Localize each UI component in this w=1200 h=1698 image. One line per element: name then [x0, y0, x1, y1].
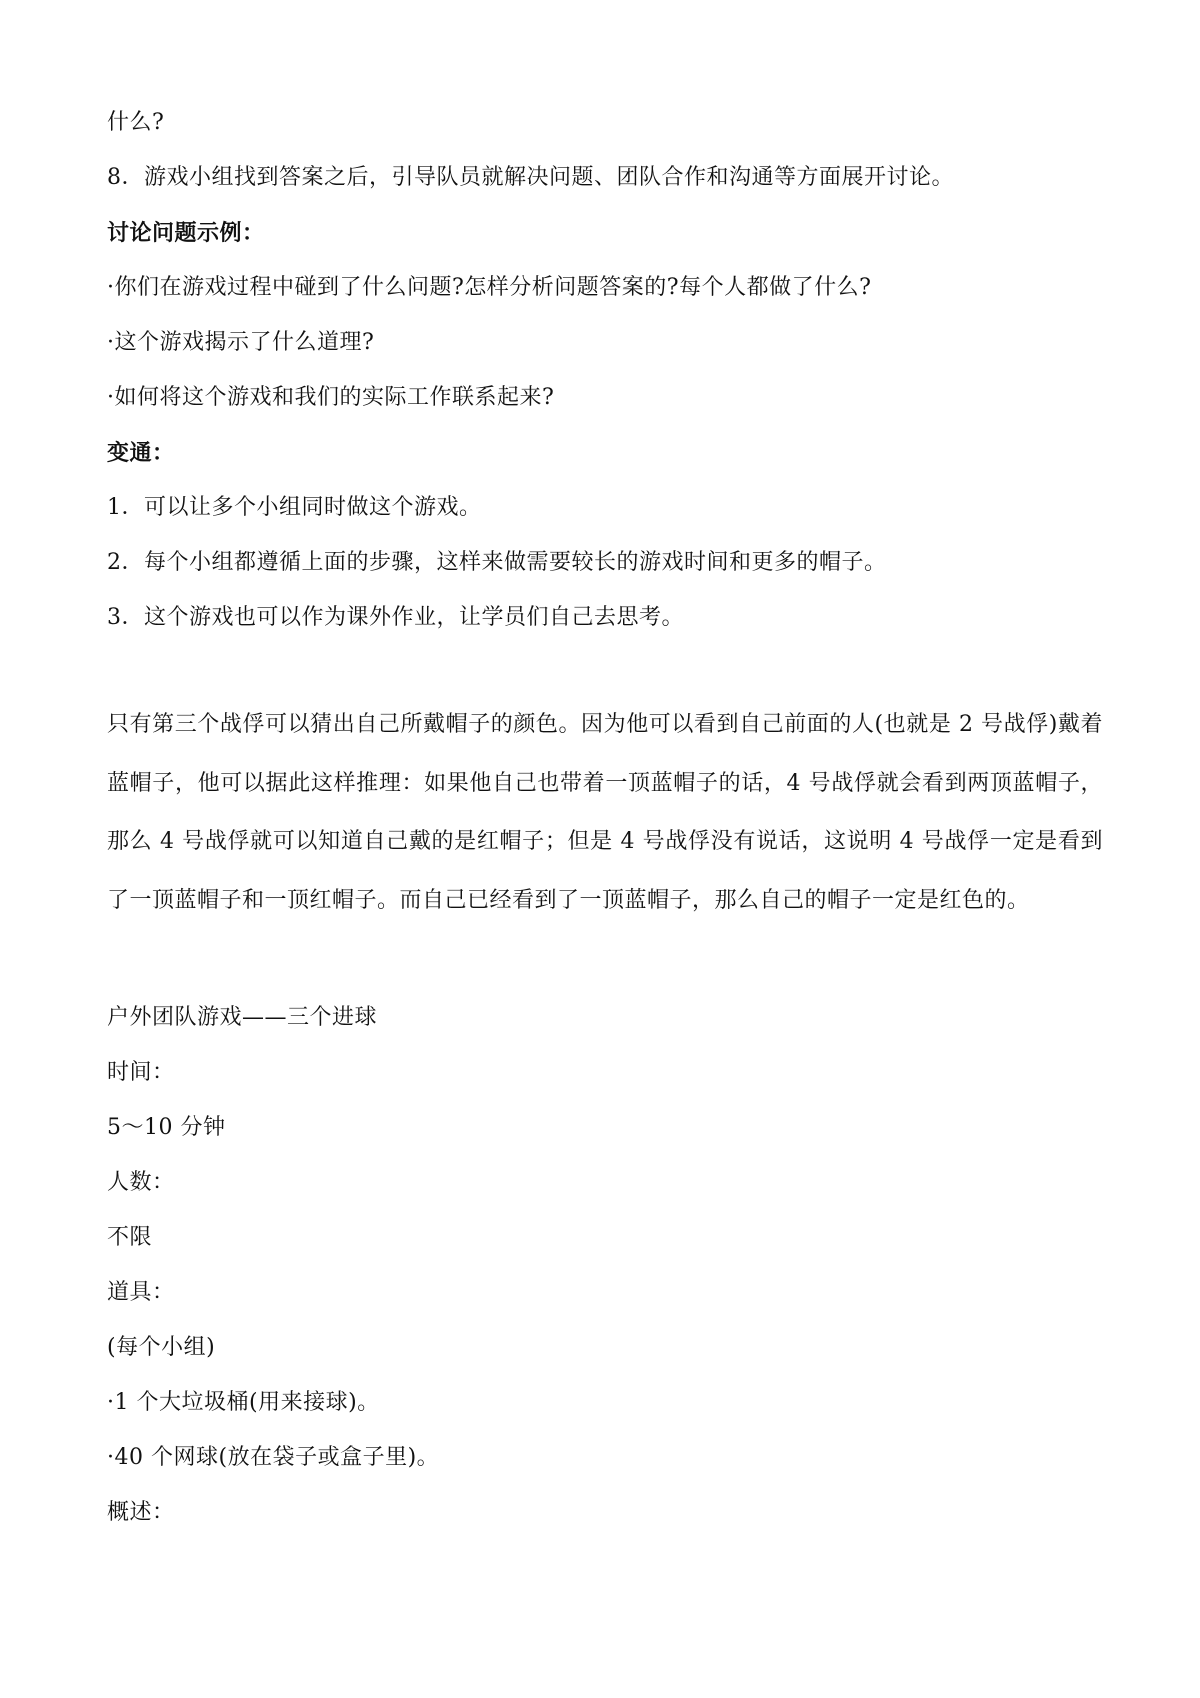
discussion-question: ·如何将这个游戏和我们的实际工作联系起来?	[107, 385, 555, 410]
variation-item: 2．每个小组都遵循上面的步骤，这样来做需要较长的游戏时间和更多的帽子。	[107, 550, 887, 575]
discussion-question: ·这个游戏揭示了什么道理?	[107, 330, 375, 355]
variation-heading: 变通：	[107, 440, 175, 466]
game-title: 户外团队游戏——三个进球	[107, 1005, 378, 1030]
variation-item: 1．可以让多个小组同时做这个游戏。	[107, 495, 482, 520]
props-item: ·40 个网球(放在袋子或盒子里)。	[107, 1445, 440, 1470]
step-8-text: 8．游戏小组找到答案之后，引导队员就解决问题、团队合作和沟通等方面展开讨论。	[107, 165, 954, 190]
people-value: 不限	[107, 1225, 153, 1250]
props-note: (每个小组)	[107, 1335, 216, 1360]
props-item: ·1 个大垃圾桶(用来接球)。	[107, 1390, 380, 1415]
people-label: 人数：	[107, 1170, 175, 1195]
props-label: 道具：	[107, 1280, 175, 1305]
text-line: 什么?	[107, 110, 165, 135]
time-label: 时间：	[107, 1060, 175, 1085]
variation-item: 3．这个游戏也可以作为课外作业，让学员们自己去思考。	[107, 605, 684, 630]
time-value: 5～10 分钟	[107, 1115, 226, 1140]
discussion-heading: 讨论问题示例：	[107, 220, 265, 246]
discussion-question: ·你们在游戏过程中碰到了什么问题?怎样分析问题答案的?每个人都做了什么?	[107, 275, 872, 300]
overview-label: 概述：	[107, 1500, 175, 1525]
answer-paragraph: 只有第三个战俘可以猜出自己所戴帽子的颜色。因为他可以看到自己前面的人(也就是 2 号战俘)戴着蓝帽子，他可以据此这样推理：如果他自己也带着一顶蓝帽子的话，4 号战俘就会看到两顶蓝帽子，那么 4 号战俘就可以知道自己戴的是红帽子；但是 4 号战俘没有说话，这说明 4 号战俘一定是看到了一顶蓝帽子和一顶红帽子。而自己已经看到了一顶蓝帽子，那么自己的帽子一定是红色的。	[107, 712, 1103, 913]
